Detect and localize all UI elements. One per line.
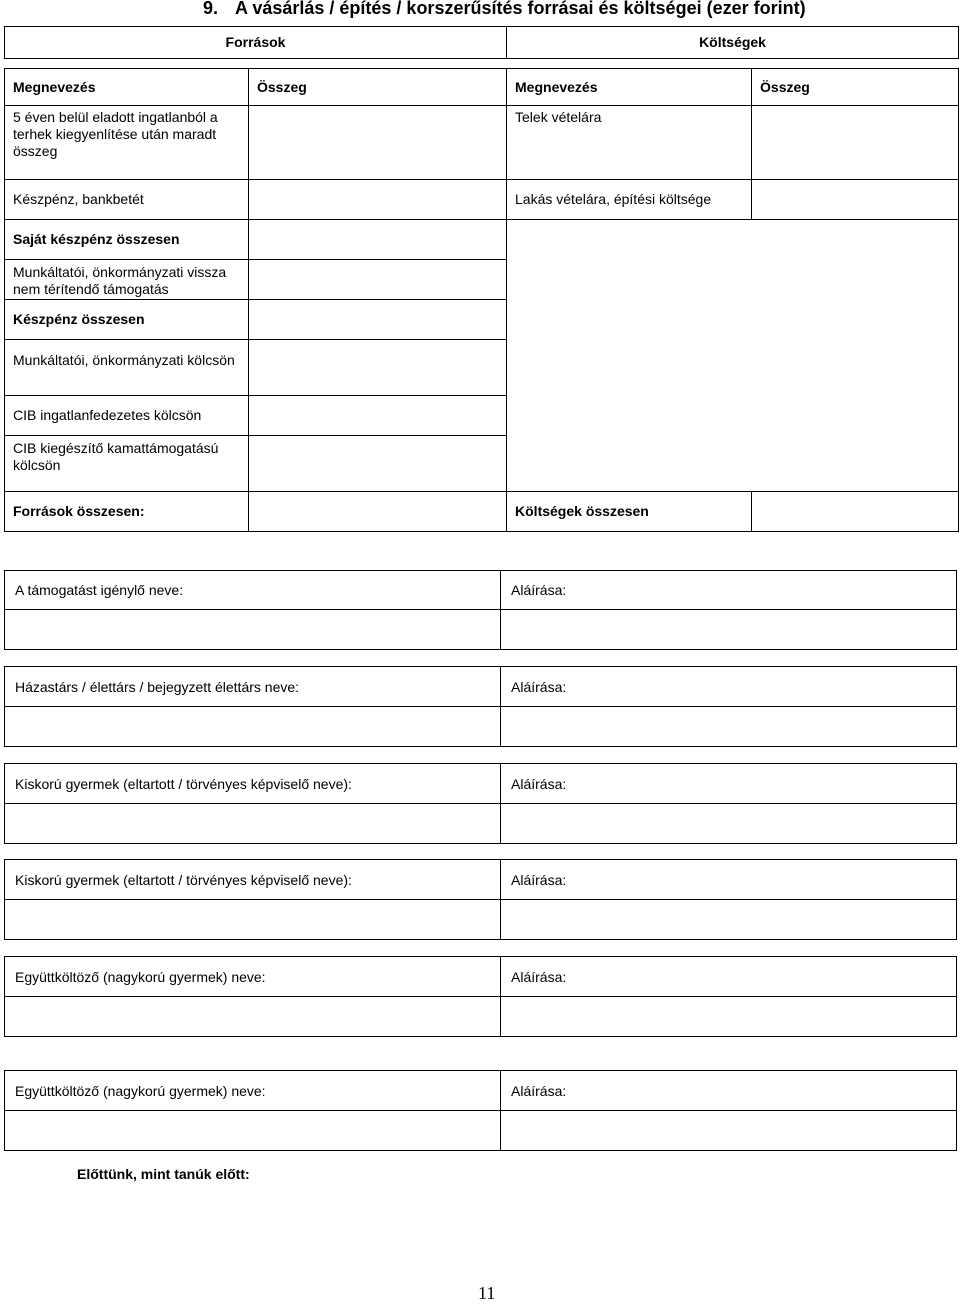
source-amount-field[interactable]	[249, 300, 507, 340]
header-spacer	[5, 59, 959, 69]
signature-label: Aláírása:	[501, 957, 957, 997]
signature-field[interactable]	[501, 997, 957, 1037]
signatory-name-label: Együttköltöző (nagykorú gyermek) neve:	[5, 957, 501, 997]
col-name-sources: Megnevezés	[5, 69, 249, 106]
signatory-name-field[interactable]	[5, 900, 501, 940]
signature-label: Aláírása:	[501, 860, 957, 900]
signature-field[interactable]	[501, 707, 957, 747]
total-costs-label: Költségek összesen	[507, 492, 752, 532]
signatory-name-label: Kiskorú gyermek (eltartott / törvényes képviselő neve):	[5, 764, 501, 804]
signature-label: Aláírása:	[501, 764, 957, 804]
source-name: Készpénz, bankbetét	[5, 180, 249, 220]
cost-amount-field[interactable]	[752, 180, 959, 220]
signatory-name-label: Házastárs / élettárs / bejegyzett élettárs neve:	[5, 667, 501, 707]
signature-block	[4, 666, 957, 747]
signature-field[interactable]	[501, 804, 957, 844]
signature-block	[4, 956, 957, 1037]
signatory-name-field[interactable]	[5, 707, 501, 747]
source-name: 5 éven belül eladott ingatlanból a terhek kiegyenlítése után maradt összeg	[5, 106, 249, 180]
section-title-text: A vásárlás / építés / korszerűsítés forrásai és költségei (ezer forint)	[235, 0, 806, 18]
signatory-name-label: Kiskorú gyermek (eltartott / törvényes képviselő neve):	[5, 860, 501, 900]
signature-block	[4, 763, 957, 844]
total-sources-label: Források összesen:	[5, 492, 249, 532]
source-name: Készpénz összesen	[5, 300, 249, 340]
source-name: CIB kiegészítő kamattámogatású kölcsön	[5, 436, 249, 492]
cost-amount-field[interactable]	[752, 106, 959, 180]
signatory-name-label: A támogatást igénylő neve:	[5, 571, 501, 610]
signature-field[interactable]	[501, 610, 957, 650]
source-amount-field[interactable]	[249, 396, 507, 436]
signature-label: Aláírása:	[501, 1071, 957, 1111]
source-amount-field[interactable]	[249, 220, 507, 260]
total-costs-field[interactable]	[752, 492, 959, 532]
signature-field[interactable]	[501, 1111, 957, 1151]
sources-costs-table	[4, 26, 959, 532]
signature-block	[4, 1070, 957, 1151]
col-name-costs: Megnevezés	[507, 69, 752, 106]
signature-block	[4, 859, 957, 940]
source-amount-field[interactable]	[249, 340, 507, 396]
source-amount-field[interactable]	[249, 260, 507, 300]
source-name: Saját készpénz összesen	[5, 220, 249, 260]
signatory-name-label: Együttköltöző (nagykorú gyermek) neve:	[5, 1071, 501, 1111]
cost-name: Lakás vételára, építési költsége	[507, 180, 752, 220]
cost-name: Telek vételára	[507, 106, 752, 180]
signatory-name-field[interactable]	[5, 804, 501, 844]
signature-field[interactable]	[501, 900, 957, 940]
total-sources-field[interactable]	[249, 492, 507, 532]
signatory-name-field[interactable]	[5, 610, 501, 650]
costs-header: Költségek	[507, 27, 959, 59]
page-number: 11	[478, 1283, 496, 1303]
signature-label: Aláírása:	[501, 667, 957, 707]
signatory-name-field[interactable]	[5, 1111, 501, 1151]
witness-label: Előttünk, mint tanúk előtt:	[77, 1166, 250, 1182]
signatory-name-field[interactable]	[5, 997, 501, 1037]
source-amount-field[interactable]	[249, 436, 507, 492]
source-amount-field[interactable]	[249, 180, 507, 220]
section-title	[203, 0, 806, 19]
source-amount-field[interactable]	[249, 106, 507, 180]
sources-header: Források	[5, 27, 507, 59]
section-number: 9.	[203, 0, 219, 18]
source-name: Munkáltatói, önkormányzati vissza nem térítendő támogatás	[5, 260, 249, 300]
source-name: Munkáltatói, önkormányzati kölcsön	[5, 340, 249, 396]
signature-block	[4, 570, 957, 650]
costs-empty-area	[507, 220, 959, 492]
signature-label: Aláírása:	[501, 571, 957, 610]
source-name: CIB ingatlanfedezetes kölcsön	[5, 396, 249, 436]
col-amount-costs: Összeg	[752, 69, 959, 106]
col-amount-sources: Összeg	[249, 69, 507, 106]
